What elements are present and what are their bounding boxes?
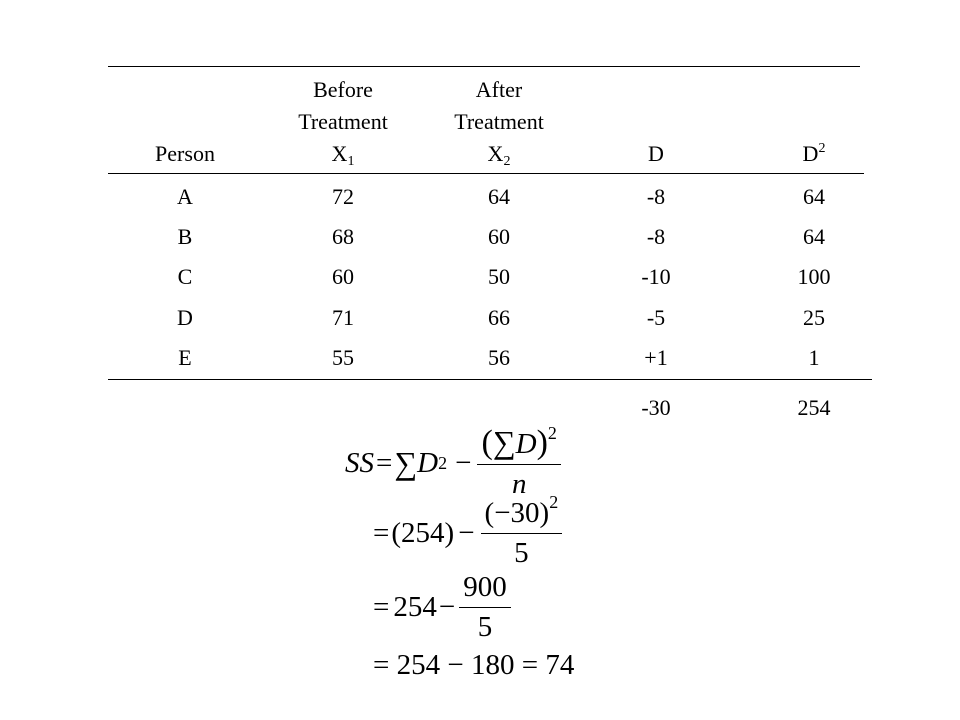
- fraction-denominator: n: [511, 468, 527, 500]
- cell-person: C: [177, 264, 193, 289]
- minus-sign: −: [438, 591, 456, 623]
- header-bottom-rule: [108, 173, 864, 174]
- cell-x2: 66: [488, 305, 510, 330]
- cell-person: A: [177, 184, 193, 209]
- cell-d: -10: [641, 264, 671, 289]
- header-before-symbol: [332, 141, 355, 167]
- equals-sign: =: [373, 591, 390, 623]
- table-bottom-rule: [108, 379, 872, 380]
- header-before-line2: Treatment: [298, 109, 388, 134]
- cell-person: E: [178, 345, 192, 370]
- x2-subscript: 2: [503, 154, 511, 169]
- cell-x1: 72: [332, 184, 354, 209]
- cell-x2: 60: [488, 224, 510, 249]
- formula-line-1: SS = ∑ D 2 − $\frac{(\sum D)^2}{n}$: [345, 425, 563, 501]
- minus-sign: −: [458, 517, 475, 549]
- cell-d2: 25: [803, 305, 825, 330]
- table-top-rule: [108, 66, 860, 67]
- header-after-line2: Treatment: [454, 109, 544, 134]
- fraction-denominator: 5: [477, 611, 493, 643]
- header-before-line1: Before: [313, 77, 373, 102]
- d-var: D: [515, 428, 537, 460]
- numerator-base: (−30): [484, 497, 550, 529]
- header-person: Person: [155, 141, 215, 166]
- header-d-squared: [803, 141, 826, 167]
- fraction-numerator: 900: [463, 571, 507, 603]
- minus-sign: −: [455, 447, 472, 479]
- final-result: = 254 − 180 = 74: [373, 649, 575, 681]
- cell-person: B: [177, 224, 193, 249]
- cell-d2: 64: [803, 184, 825, 209]
- header-d: D: [648, 141, 664, 166]
- lead-term: 254: [393, 591, 437, 623]
- cell-x1: 71: [332, 305, 354, 330]
- d2-superscript: 2: [818, 141, 826, 156]
- fraction-numerator: [481, 492, 563, 533]
- fraction-neg30-squared-over-5: [481, 492, 563, 570]
- cell-d: -8: [646, 184, 666, 209]
- formula-line-4: [373, 648, 574, 682]
- cell-d2: 64: [803, 224, 825, 249]
- lead-term: (254): [391, 517, 455, 549]
- header-after-line1: After: [475, 77, 523, 102]
- d-term: D: [417, 447, 439, 479]
- cell-d: -8: [646, 224, 666, 249]
- cell-x1: 60: [332, 264, 354, 289]
- numerator-exponent: 2: [549, 492, 559, 512]
- sigma-icon: ∑: [492, 424, 516, 460]
- cell-d: -5: [646, 305, 666, 330]
- fraction-numerator: [477, 425, 560, 464]
- formula-line-2: [373, 492, 564, 570]
- cell-d: +1: [644, 345, 668, 370]
- equals-sign: =: [376, 447, 393, 479]
- cell-x2: 50: [488, 264, 510, 289]
- fraction-900-over-5: [459, 570, 511, 644]
- cell-x1: 55: [332, 345, 354, 370]
- d2-symbol: D: [802, 141, 819, 166]
- numerator-exponent: 2: [547, 423, 557, 443]
- cell-d2: 100: [797, 264, 831, 289]
- cell-person: D: [177, 305, 193, 330]
- formula-line-3: [373, 570, 513, 644]
- cell-x2: 56: [488, 345, 510, 370]
- cell-x1: 68: [332, 224, 354, 249]
- x2-symbol: X: [487, 141, 504, 166]
- cell-d2: 1: [808, 345, 820, 370]
- sigma-icon: ∑: [394, 445, 418, 481]
- x1-symbol: X: [331, 141, 348, 166]
- header-after-symbol: [488, 141, 511, 167]
- open-paren: (: [481, 424, 493, 461]
- total-d2: 254: [797, 395, 831, 420]
- cell-x2: 64: [488, 184, 510, 209]
- total-d: -30: [641, 395, 671, 420]
- x1-subscript: 1: [347, 154, 355, 169]
- fraction-denominator: 5: [514, 537, 529, 569]
- equals-sign: =: [373, 517, 390, 549]
- close-paren: ): [536, 424, 548, 461]
- ss-symbol: SS: [345, 447, 374, 479]
- fraction-sum-d-squared-over-n: [477, 425, 560, 501]
